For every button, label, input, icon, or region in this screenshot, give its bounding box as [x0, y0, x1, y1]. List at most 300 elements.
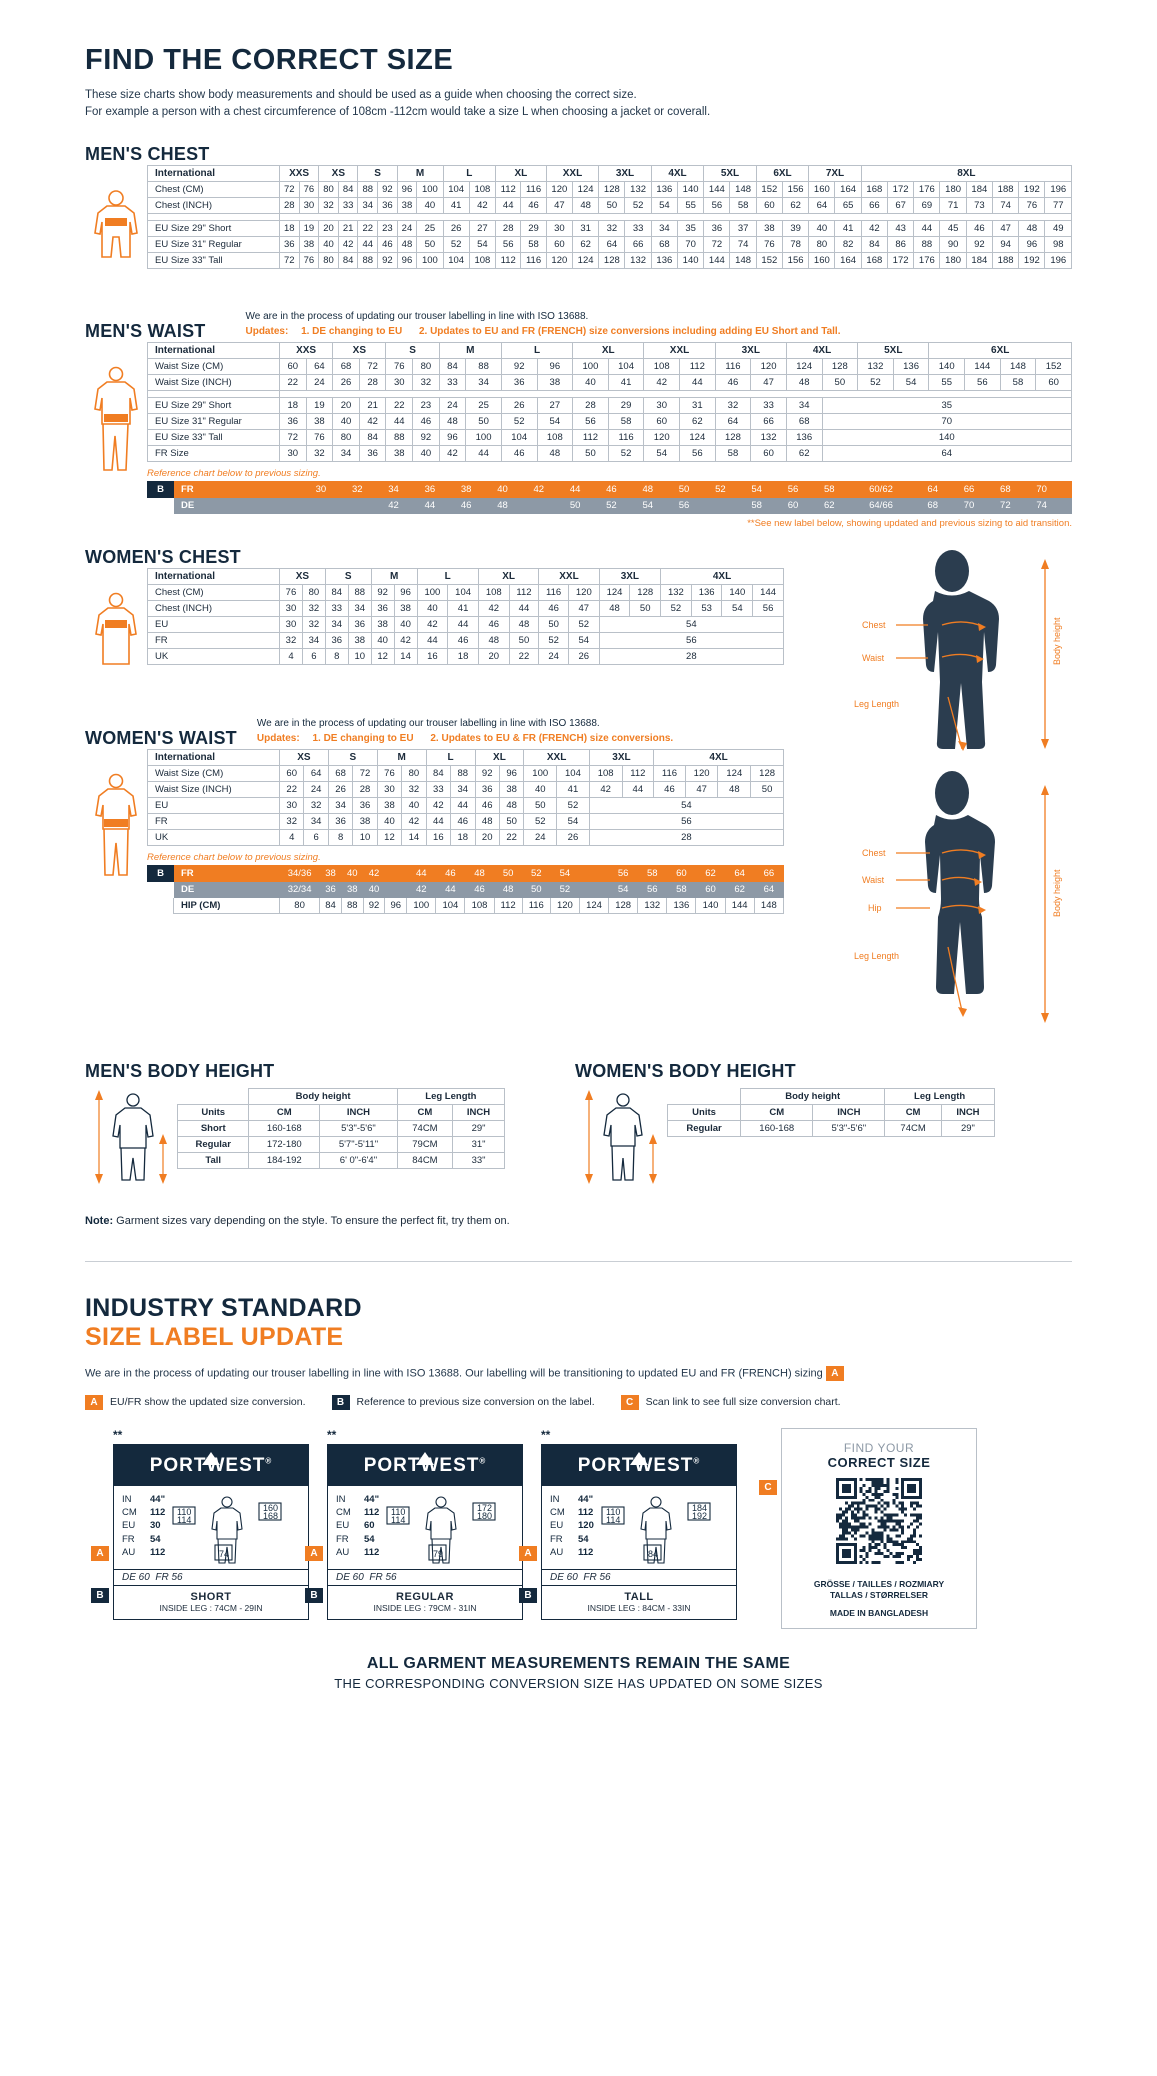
table-cell: 10: [353, 829, 377, 845]
table-cell: 140: [677, 252, 703, 268]
column-header-l: L: [443, 165, 496, 181]
table-cell: 50: [509, 632, 539, 648]
table-cell: 80: [413, 358, 440, 374]
table-row: [148, 648, 784, 664]
waist-label-2: Waist: [862, 874, 885, 885]
table-cell: 42: [402, 813, 426, 829]
table-cell: 120: [751, 358, 787, 374]
table-cell: 160-168: [249, 1120, 320, 1136]
table-cell: 58: [667, 881, 696, 897]
table-cell: 60: [775, 497, 811, 513]
table-cell: 132: [661, 584, 692, 600]
label-footer: [114, 1585, 308, 1619]
table-cell: 54: [609, 881, 638, 897]
table-cell: 48: [599, 600, 630, 616]
table-cell: 38: [348, 632, 371, 648]
previous-size-row: [148, 865, 784, 881]
table-row: [148, 220, 1072, 236]
table-cell: 32: [280, 632, 303, 648]
spec-value: 54: [150, 1533, 161, 1545]
table-cell: 92: [378, 252, 398, 268]
table-row: [148, 632, 784, 648]
svg-text:168: 168: [263, 1510, 279, 1521]
label-spec-area: [542, 1486, 736, 1569]
table-cell: 30: [280, 797, 304, 813]
svg-text:172: 172: [477, 1502, 493, 1513]
table-cell: 86: [887, 236, 913, 252]
table-cell: 54: [589, 797, 783, 813]
column-header: INCH: [941, 1104, 994, 1120]
table-cell: 30: [377, 781, 401, 797]
table-cell: 16: [426, 829, 450, 845]
table-cell: 24: [304, 781, 328, 797]
table-cell: 24: [306, 374, 333, 390]
qr-title-1: FIND YOUR: [843, 1440, 915, 1455]
update-2: 2. Updates to EU and FR (FRENCH) size conversions including adding EU Short and Tall.: [418, 325, 841, 337]
table-cell: 40: [333, 413, 360, 429]
table-cell: 67: [887, 197, 913, 213]
table-cell: [385, 865, 407, 881]
page-intro: [85, 87, 1072, 122]
table-cell: 46: [478, 616, 509, 632]
column-header: Units: [178, 1104, 249, 1120]
table-cell: 116: [539, 584, 569, 600]
table-cell: 48: [475, 813, 499, 829]
table-cell: 46: [465, 881, 494, 897]
row-label: EU Size 29" Short: [148, 220, 280, 236]
row-label: FR: [148, 813, 280, 829]
table-cell: 58: [739, 497, 775, 513]
table-row: [148, 252, 1072, 268]
waist-label: Waist: [862, 652, 885, 663]
table-cell: 36: [328, 813, 352, 829]
column-header-international: International: [148, 342, 280, 358]
table-cell: 92: [413, 429, 440, 445]
table-cell: 124: [718, 765, 751, 781]
table-cell: 74: [730, 236, 756, 252]
mens-height-figure: [85, 1088, 177, 1189]
table-cell: 22: [280, 781, 304, 797]
column-header-xl: XL: [475, 749, 524, 765]
table-cell: 144: [753, 584, 784, 600]
row-label: Waist Size (CM): [148, 765, 280, 781]
updates-label-2: Updates:: [256, 732, 300, 744]
table-cell: 58: [521, 236, 546, 252]
table-cell: 32: [280, 813, 304, 829]
female-mannequin-icon: [802, 767, 1072, 1035]
table-cell: 4: [280, 648, 303, 664]
table-cell: 120: [644, 429, 680, 445]
spec-key: CM: [550, 1506, 565, 1518]
table-row: [148, 897, 784, 913]
column-header-4xl: 4XL: [786, 342, 857, 358]
row-label: DE: [174, 497, 280, 513]
table-cell: 74CM: [885, 1120, 942, 1136]
table-cell: [1060, 497, 1072, 513]
column-header-xxl: XXL: [644, 342, 715, 358]
table-cell: 36: [371, 600, 394, 616]
table-cell: 96: [1019, 236, 1045, 252]
table-cell: 120: [568, 584, 599, 600]
table-cell: 88: [358, 181, 378, 197]
table-cell: 23: [378, 220, 398, 236]
table-cell: 152: [756, 252, 782, 268]
table-header-row: [148, 749, 784, 765]
spec-row: [122, 1519, 165, 1532]
body-height-label: Body height: [1052, 616, 1062, 665]
table-cell: 52: [625, 197, 651, 213]
table-cell: 84: [359, 429, 386, 445]
badge-b: B: [148, 865, 174, 881]
table-cell: 140: [677, 181, 703, 197]
industry-title-1: INDUSTRY STANDARD: [85, 1293, 362, 1322]
row-label: UK: [148, 829, 280, 845]
table-cell: 44: [680, 374, 716, 390]
table-cell: 52: [661, 600, 692, 616]
table-cell: 30: [644, 397, 680, 413]
table-cell: 36: [704, 220, 730, 236]
svg-text:74: 74: [219, 1548, 230, 1559]
table-cell: 40: [377, 813, 401, 829]
label-stars: **: [113, 1427, 123, 1442]
table-cell: 42: [426, 797, 450, 813]
column-header-xl: XL: [496, 165, 547, 181]
table-cell: 18: [280, 397, 307, 413]
badge-b: [148, 881, 174, 897]
table-cell: 188: [992, 181, 1018, 197]
table-cell: 64: [822, 445, 1071, 461]
column-header-3xl: 3XL: [599, 568, 660, 584]
table-cell: 30: [303, 481, 339, 497]
table-cell: 84: [861, 236, 887, 252]
intro-line-1: These size charts show body measurements and should be used as a guide when choosing the correct size.: [85, 89, 637, 101]
spec-key: CM: [336, 1506, 351, 1518]
table-cell: 43: [887, 220, 913, 236]
mens-body-height-table: [177, 1088, 505, 1169]
womens-chest-section: [85, 547, 784, 696]
table-cell: 47: [751, 374, 787, 390]
mens-chest-heading: MEN'S CHEST: [85, 143, 210, 164]
table-cell: 92: [966, 236, 992, 252]
table-cell: 172-180: [249, 1136, 320, 1152]
legend-text-b: Reference to previous size conversion on the label.: [356, 1396, 595, 1408]
table-cell: 124: [786, 358, 822, 374]
legend-text-c: Scan link to see full size conversion chart.: [645, 1396, 841, 1408]
table-cell: 34: [304, 813, 328, 829]
table-cell: 41: [835, 220, 861, 236]
spec-row: [122, 1506, 165, 1519]
spec-row: [550, 1519, 594, 1532]
table-row: [148, 765, 784, 781]
table-cell: 42: [439, 445, 466, 461]
table-cell: 88: [358, 252, 378, 268]
table-cell: 72: [704, 236, 730, 252]
table-cell: 38: [756, 220, 782, 236]
table-cell: 136: [786, 429, 822, 445]
column-header-5xl: 5XL: [858, 342, 929, 358]
table-cell: 40: [363, 881, 385, 897]
womens-body-height-heading: WOMEN'S BODY HEIGHT: [575, 1060, 796, 1081]
male-body-icon: [85, 364, 147, 484]
table-cell: 48: [397, 236, 417, 252]
table-cell: 5'7"-5'11": [320, 1136, 398, 1152]
table-cell: 100: [573, 358, 609, 374]
table-cell: 50: [666, 481, 702, 497]
table-cell: 62: [786, 445, 822, 461]
table-cell: 116: [522, 897, 550, 913]
closing-block: [85, 1655, 1072, 1691]
table-cell: 160: [809, 181, 835, 197]
table-cell: 164: [835, 252, 861, 268]
table-cell: 92: [363, 897, 385, 913]
table-cell: 30: [280, 616, 303, 632]
table-cell: 40: [402, 797, 426, 813]
spec-key: IN: [550, 1493, 560, 1505]
table-cell: 60: [280, 765, 304, 781]
table-cell: 36: [280, 413, 307, 429]
column-header-m: M: [371, 568, 417, 584]
table-cell: 50: [522, 881, 550, 897]
tag-c: C: [759, 1480, 777, 1495]
table-cell: 96: [499, 765, 523, 781]
table-cell: 44: [622, 781, 654, 797]
male-torso-icon: [85, 187, 147, 283]
table-cell: 46: [521, 197, 546, 213]
column-header-xs: XS: [280, 749, 329, 765]
column-header-3xl: 3XL: [589, 749, 653, 765]
table-cell: 46: [436, 865, 465, 881]
previous-size-row: [148, 481, 1072, 497]
table-cell: 62: [782, 197, 808, 213]
column-header-6xl: 6XL: [756, 165, 809, 181]
womens-waist-table: [147, 749, 784, 846]
spec-row: [550, 1493, 594, 1506]
table-cell: 38: [537, 374, 573, 390]
spec-key: EU: [336, 1520, 350, 1532]
table-cell: 30: [546, 220, 572, 236]
table-cell: 80: [280, 897, 320, 913]
table-cell: 37: [730, 220, 756, 236]
row-label: FR Size: [148, 445, 280, 461]
table-cell: 31: [680, 397, 716, 413]
spec-key: AU: [550, 1547, 564, 1559]
table-cell: 184: [966, 252, 992, 268]
table-cell: 41: [448, 600, 479, 616]
table-cell: 72: [359, 358, 386, 374]
spec-value: 120: [578, 1520, 594, 1532]
table-cell: 34: [333, 445, 360, 461]
table-cell: 52: [568, 616, 599, 632]
table-cell: 54: [568, 632, 599, 648]
table-cell: 58: [811, 481, 847, 497]
mens-waist-iso-note: We are in the process of updating our trouser labelling in line with ISO 13688.: [245, 310, 589, 322]
table-cell: 38: [353, 813, 377, 829]
table-cell: 18: [448, 648, 479, 664]
table-cell: 36: [348, 616, 371, 632]
table-cell: 88: [386, 429, 413, 445]
table-cell: 8: [328, 829, 352, 845]
table-cell: [291, 481, 303, 497]
table-cell: 42: [363, 865, 385, 881]
table-cell: 56: [666, 497, 702, 513]
table-cell: 6: [302, 648, 325, 664]
label-figure: [600, 1493, 728, 1565]
table-row: [148, 181, 1072, 197]
mens-waist-updates: [245, 326, 1072, 337]
table-row: [148, 616, 784, 632]
tag-a: A: [519, 1546, 537, 1561]
womens-waist-previous-table: [147, 865, 784, 914]
table-cell: 48: [499, 797, 523, 813]
column-header: CM: [249, 1104, 320, 1120]
mens-waist-reference-note: Reference chart below to previous sizing.: [147, 467, 321, 479]
mens-waist-section: [85, 305, 1072, 529]
table-cell: 148: [754, 897, 783, 913]
table-cell: 44: [417, 632, 448, 648]
table-cell: 56: [496, 236, 521, 252]
legend-item-b: [332, 1395, 595, 1410]
table-cell: 33: [338, 197, 358, 213]
column-header: CM: [885, 1104, 942, 1120]
table-cell: 76: [299, 181, 319, 197]
row-label: Short: [178, 1120, 249, 1136]
table-cell: [702, 497, 738, 513]
table-cell: [280, 497, 292, 513]
column-header-xs: XS: [333, 342, 386, 358]
womens-waist-updates: [257, 733, 784, 744]
table-cell: 124: [579, 897, 608, 913]
industry-lead-text: We are in the process of updating our trouser labelling in line with ISO 13688. Our labelling will be transitioning to updated EU and FR (FRENCH) sizing: [85, 1366, 823, 1379]
table-cell: 54: [557, 813, 590, 829]
table-cell: 64: [754, 881, 783, 897]
table-cell: 22: [358, 220, 378, 236]
table-cell: 70: [951, 497, 987, 513]
table-cell: 104: [501, 429, 537, 445]
spec-row: [550, 1533, 594, 1546]
table-cell: 42: [359, 413, 386, 429]
spec-row: [336, 1519, 379, 1532]
table-cell: 26: [501, 397, 537, 413]
legend-item-a: [85, 1395, 306, 1410]
table-cell: 32: [302, 616, 325, 632]
table-cell: 128: [822, 358, 858, 374]
column-header-m: M: [439, 342, 501, 358]
table-cell: 62: [725, 881, 754, 897]
row-label: Waist Size (CM): [148, 358, 280, 374]
column-header-s: S: [358, 165, 397, 181]
column-header-l: L: [417, 568, 478, 584]
table-cell: 80: [809, 236, 835, 252]
table-cell: 112: [496, 181, 521, 197]
table-cell: 40: [319, 236, 339, 252]
spec-key: CM: [122, 1506, 137, 1518]
table-cell: 112: [509, 584, 539, 600]
table-cell: [521, 497, 557, 513]
table-cell: 20: [478, 648, 509, 664]
table-cell: 60: [280, 358, 307, 374]
table-cell: 64: [304, 765, 328, 781]
table-row: [148, 829, 784, 845]
male-height-icon: [85, 1088, 177, 1184]
table-cell: 34: [375, 481, 411, 497]
womens-waist-section: [85, 712, 784, 914]
table-cell: 26: [333, 374, 360, 390]
table-cell: 88: [914, 236, 940, 252]
row-label: EU Size 29" Short: [148, 397, 280, 413]
chest-label-2: Chest: [862, 847, 886, 858]
table-cell: 124: [680, 429, 716, 445]
mens-waist-new-label-note: **See new label below, showing updated and previous sizing to aid transition.: [747, 517, 1072, 529]
row-label: EU Size 33" Tall: [148, 429, 280, 445]
table-cell: 72: [280, 429, 307, 445]
spec-value: 112: [364, 1506, 380, 1518]
table-row: [148, 584, 784, 600]
table-row: [148, 600, 784, 616]
table-cell: 66: [951, 481, 987, 497]
column-header-international: International: [148, 749, 280, 765]
table-cell: 80: [333, 429, 360, 445]
table-row: [178, 1120, 505, 1136]
table-cell: 44: [914, 220, 940, 236]
brand-name: PORTWEST®: [150, 1455, 273, 1477]
table-cell: 156: [782, 252, 808, 268]
table-cell: 68: [915, 497, 951, 513]
table-cell: 42: [521, 481, 557, 497]
spec-key: AU: [336, 1547, 350, 1559]
table-cell: 132: [625, 181, 651, 197]
spec-value: 44": [364, 1493, 380, 1505]
row-label: Chest (INCH): [148, 197, 280, 213]
garment-note-label: Note:: [85, 1214, 114, 1227]
table-cell: 36: [475, 781, 499, 797]
table-cell: 28: [353, 781, 377, 797]
table-header-row: [148, 165, 1072, 181]
table-cell: 72: [353, 765, 377, 781]
table-cell: [303, 497, 339, 513]
brand-name: PORTWEST®: [578, 1455, 701, 1477]
table-cell: 108: [465, 897, 494, 913]
fr-size: FR 56: [583, 1571, 611, 1583]
mens-chest-section: [85, 144, 1072, 283]
table-cell: 38: [499, 781, 523, 797]
table-cell: 64: [306, 358, 333, 374]
hip-label: Hip: [868, 902, 882, 913]
table-cell: 88: [341, 897, 363, 913]
table-cell: 100: [407, 897, 436, 913]
table-cell: [1060, 481, 1072, 497]
label-spec-area: [328, 1486, 522, 1569]
qr-code-icon[interactable]: [836, 1478, 922, 1564]
table-cell: 48: [630, 481, 666, 497]
table-cell: 78: [782, 236, 808, 252]
table-cell: 84: [338, 181, 358, 197]
table-cell: 48: [572, 197, 598, 213]
table-cell: 120: [546, 181, 572, 197]
table-cell: 140: [722, 584, 753, 600]
table-cell: 92: [371, 584, 394, 600]
table-cell: 80: [402, 765, 426, 781]
table-cell: 24: [397, 220, 417, 236]
table-cell: 112: [494, 897, 522, 913]
tag-a: A: [305, 1546, 323, 1561]
brand-name: PORTWEST®: [364, 1455, 487, 1477]
table-cell: 47: [546, 197, 572, 213]
table-cell: 26: [568, 648, 599, 664]
table-cell: 60: [696, 881, 725, 897]
spec-list: [550, 1493, 594, 1565]
table-cell: 168: [861, 181, 887, 197]
de-size: DE 60: [550, 1571, 578, 1583]
